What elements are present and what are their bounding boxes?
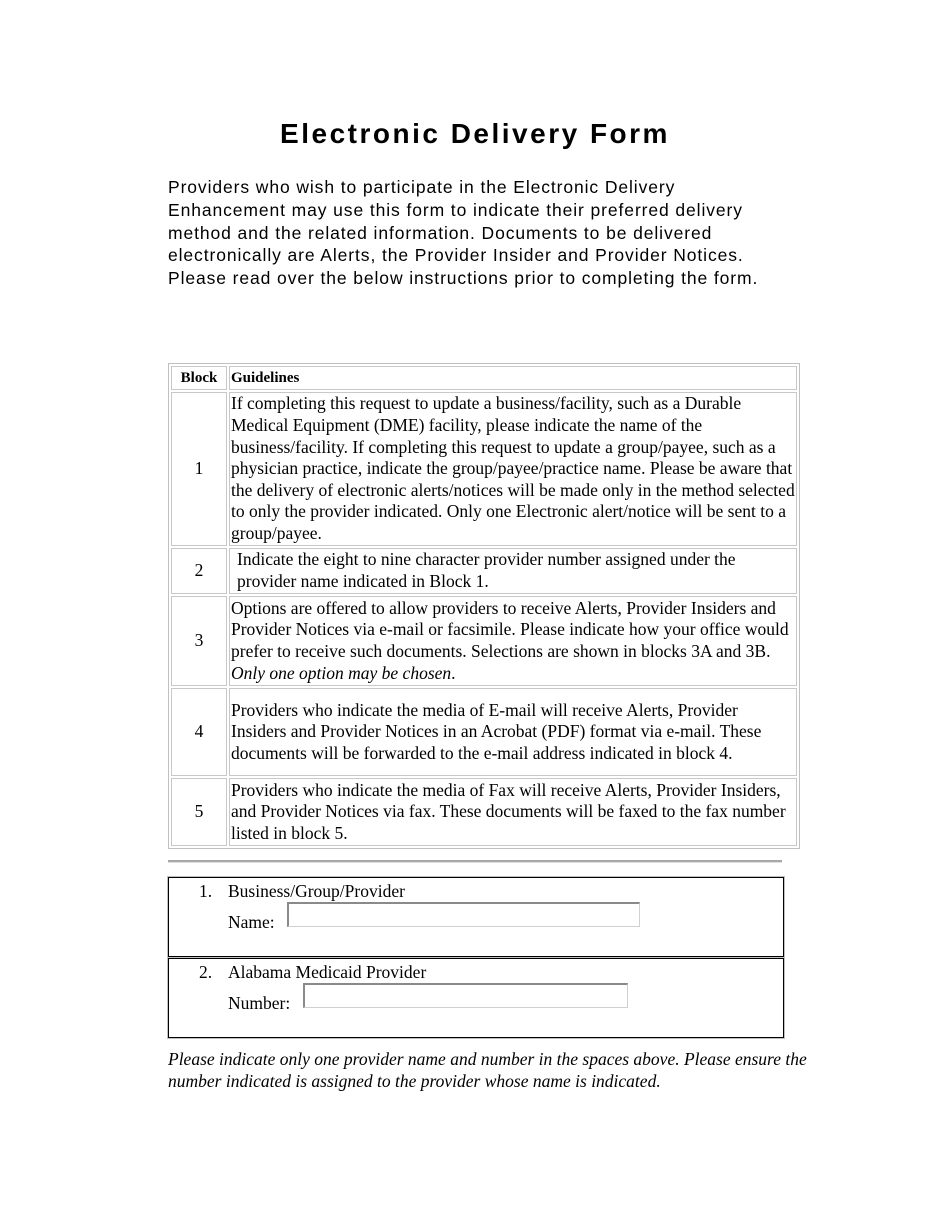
table-row bbox=[171, 548, 797, 594]
provider-number-input[interactable] bbox=[303, 983, 628, 1008]
intro-paragraph: Providers who wish to participate in the Electronic Delivery Enhancement may use this form to indicate their preferred delivery method and the related information. Documents to be delivered electronically are Alerts, the Provider Insider and Provider Notices. Please read over the below instructions prior to completing the form. bbox=[168, 177, 759, 289]
block-column-header: Block bbox=[171, 366, 227, 390]
guideline-text-main: Options are offered to allow providers to receive Alerts, Provider Insiders and Provider Notices via e-mail or facsimile. Please indicate how your office would prefer to receive such documents. Selections are shown in blocks 3A and 3B. bbox=[231, 597, 789, 661]
field-label: Business/Group/Provider bbox=[228, 881, 405, 901]
guideline-text: Providers who indicate the media of Fax will receive Alerts, Provider Insiders, and Provider Notices via fax. These documents will be faxed to the fax number listed in block 5. bbox=[229, 778, 797, 846]
field-sublabel: Name: bbox=[228, 912, 275, 932]
provider-number-block bbox=[168, 958, 784, 1038]
provider-name-block bbox=[168, 877, 784, 957]
block-number: 1 bbox=[171, 392, 227, 546]
guideline-text-emphasis: Only one option may be chosen bbox=[231, 662, 452, 683]
guideline-text: If completing this request to update a business/facility, such as a Durable Medical Equipment (DME) facility, please indicate the name of the business/facility. If completing this request to update a group/payee, such as a physician practice, indicate the group/payee/practice name. Please be aware that the delivery of electronic alerts/notices will be made only in the method selected to only the provider indicated. Only one Electronic alert/notice will be sent to a group/payee. bbox=[229, 392, 797, 546]
guidelines-table bbox=[168, 363, 800, 849]
block-number: 5 bbox=[171, 778, 227, 846]
table-header-row bbox=[171, 366, 797, 390]
field-sublabel: Number: bbox=[228, 993, 291, 1013]
field-label: Alabama Medicaid Provider bbox=[228, 962, 427, 982]
instruction-note: Please indicate only one provider name and number in the spaces above. Please ensure the number indicated is assigned to the provider whose name is indicated. bbox=[168, 1049, 807, 1091]
guideline-text: Indicate the eight to nine character provider number assigned under the provider name indicated in Block 1. bbox=[229, 548, 797, 594]
provider-name-input[interactable] bbox=[287, 902, 640, 927]
block-number: 4 bbox=[171, 688, 227, 776]
block-number: 3 bbox=[171, 596, 227, 686]
table-row bbox=[171, 778, 797, 846]
field-number: 1. bbox=[199, 881, 213, 901]
field-number: 2. bbox=[199, 962, 213, 982]
form-title: Electronic Delivery Form bbox=[280, 118, 670, 149]
block-number: 2 bbox=[171, 548, 227, 594]
table-row bbox=[171, 596, 797, 686]
table-row bbox=[171, 688, 797, 776]
horizontal-divider bbox=[168, 860, 782, 863]
table-row bbox=[171, 392, 797, 546]
guideline-text bbox=[229, 596, 797, 686]
guideline-text-tail: . bbox=[451, 662, 456, 683]
guidelines-column-header: Guidelines bbox=[229, 366, 797, 390]
guideline-text: Providers who indicate the media of E-mail will receive Alerts, Provider Insiders and Provider Notices in an Acrobat (PDF) format via e-mail. These documents will be forwarded to the e-mail address indicated in block 4. bbox=[229, 688, 797, 776]
